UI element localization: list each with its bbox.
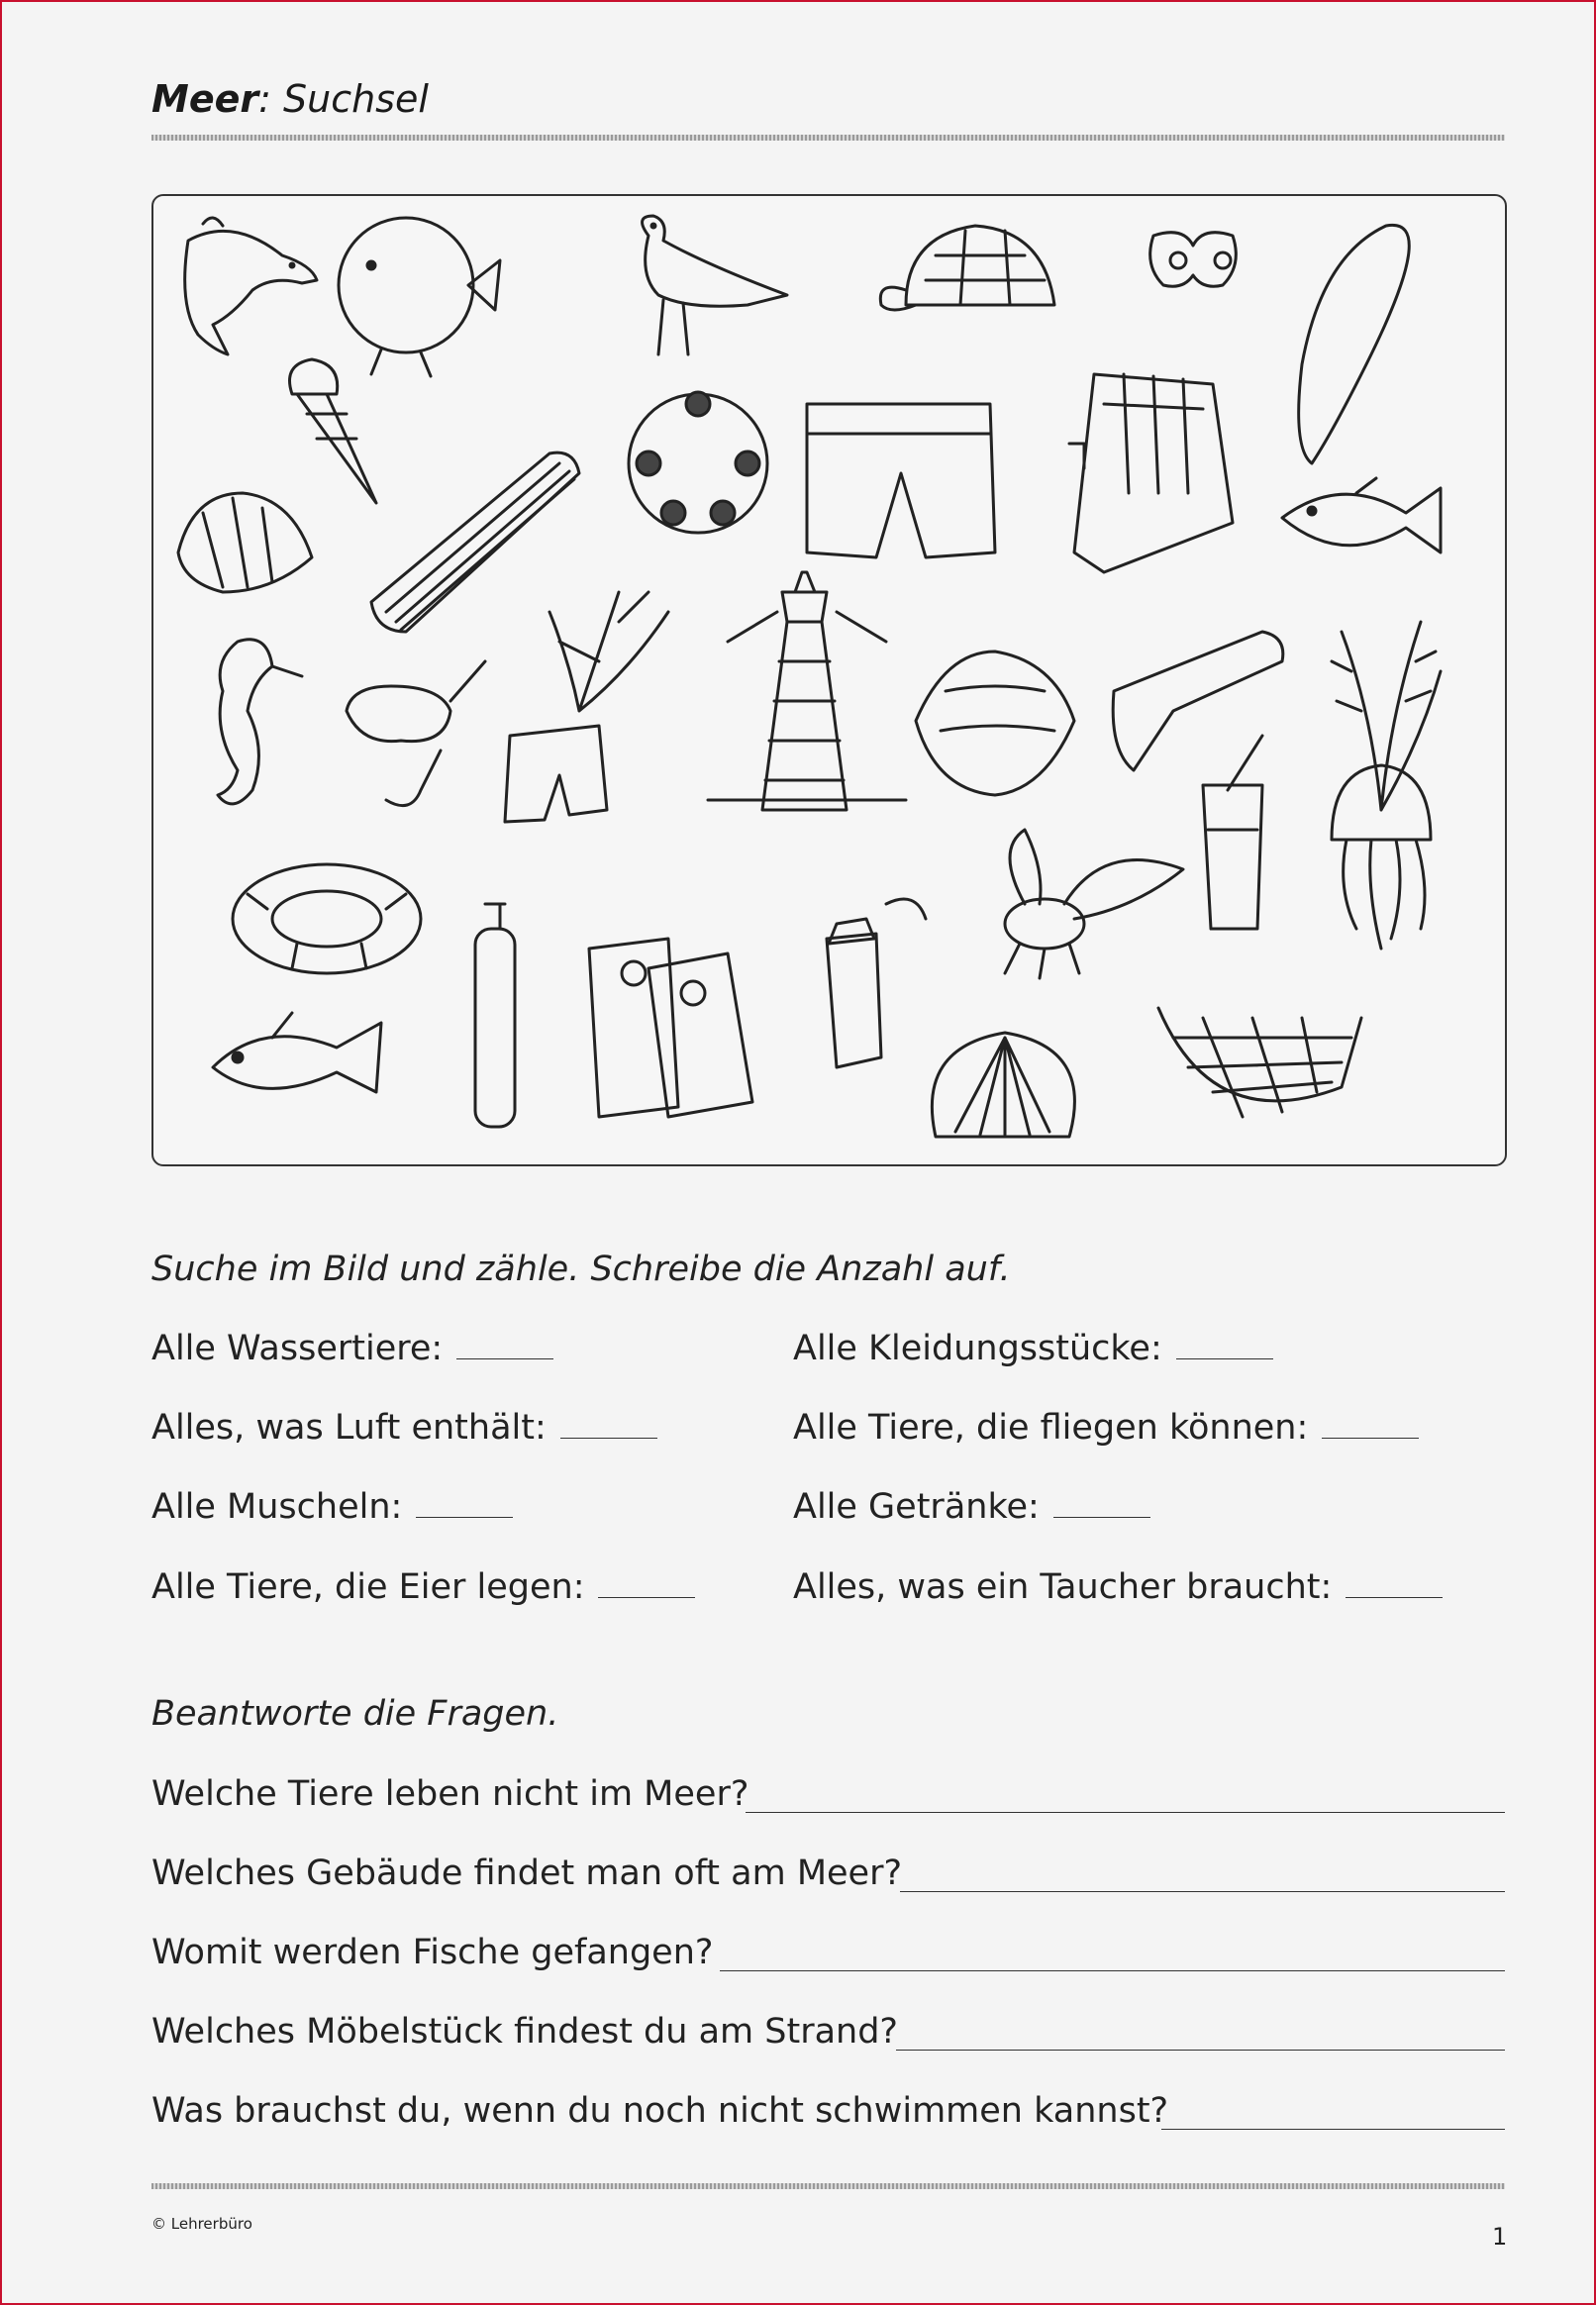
copyright-notice: © Lehrerbüro xyxy=(151,2215,252,2233)
goldfish-icon xyxy=(213,1013,381,1092)
count-row xyxy=(151,1487,513,1527)
jellyfish-icon xyxy=(1332,765,1431,949)
count-row xyxy=(151,1567,695,1607)
water-wings-icon xyxy=(589,939,752,1117)
task2-instruction: Beantworte die Fragen. xyxy=(151,1694,559,1734)
picture-search-image xyxy=(151,194,1507,1166)
beach-ball-icon xyxy=(629,392,767,533)
count-row xyxy=(793,1487,1150,1527)
count-label: Alle Wassertiere: xyxy=(151,1329,444,1368)
page-number: 1 xyxy=(1492,2223,1508,2251)
answer-blank[interactable] xyxy=(1176,1329,1273,1359)
bee-icon xyxy=(1005,830,1183,978)
answer-blank[interactable] xyxy=(1322,1408,1419,1439)
count-row xyxy=(151,1408,657,1448)
page-title xyxy=(151,77,429,121)
count-label: Alle Kleidungsstücke: xyxy=(793,1329,1162,1368)
count-row xyxy=(151,1329,553,1368)
question-label: Welche Tiere leben nicht im Meer? xyxy=(151,1774,749,1814)
count-row xyxy=(793,1567,1443,1607)
lighthouse-icon xyxy=(708,572,906,810)
answer-line[interactable] xyxy=(1161,2129,1505,2130)
question-label: Womit werden Fische gefangen? xyxy=(151,1933,714,1972)
drink-glass-icon xyxy=(1203,736,1262,929)
dolphin-icon xyxy=(185,218,317,354)
count-label: Alle Getränke: xyxy=(793,1487,1040,1527)
beach-chair-icon xyxy=(1069,374,1233,572)
answer-line[interactable] xyxy=(746,1812,1505,1813)
top-divider xyxy=(151,135,1505,141)
answer-blank[interactable] xyxy=(1053,1487,1150,1518)
clam-icon xyxy=(916,651,1074,795)
scallop-icon xyxy=(932,1033,1074,1137)
surfboard-icon xyxy=(1299,225,1410,463)
flipper-icon xyxy=(1113,632,1283,770)
fish-icon xyxy=(1282,478,1441,552)
answer-blank[interactable] xyxy=(560,1408,657,1439)
task1-instruction: Suche im Bild und zähle. Schreibe die Anzahl auf. xyxy=(151,1250,1011,1289)
oxygen-tank-icon xyxy=(475,904,515,1127)
answer-line[interactable] xyxy=(720,1970,1505,1971)
answer-line[interactable] xyxy=(896,2050,1505,2051)
answer-blank[interactable] xyxy=(1346,1567,1443,1598)
count-row xyxy=(793,1408,1419,1448)
swim-trunks-icon xyxy=(505,726,607,822)
title-rest: : Suchsel xyxy=(258,77,429,121)
water-bottle-icon xyxy=(827,899,926,1067)
seagull-icon xyxy=(643,216,787,354)
ice-cream-icon xyxy=(290,359,377,503)
snorkel-mask-icon xyxy=(347,661,485,806)
question-label: Welches Möbelstück findest du am Strand? xyxy=(151,2012,899,2052)
bikini-icon xyxy=(1150,233,1237,287)
seahorse-icon xyxy=(218,640,302,804)
answer-blank[interactable] xyxy=(456,1329,553,1359)
answer-line[interactable] xyxy=(900,1891,1505,1892)
count-label: Alle Tiere, die Eier legen: xyxy=(151,1567,585,1607)
air-mattress-icon xyxy=(371,452,579,632)
answer-blank[interactable] xyxy=(598,1567,695,1598)
count-label: Alles, was Luft enthält: xyxy=(151,1408,547,1448)
coral-icon xyxy=(549,592,668,711)
count-label: Alles, was ein Taucher braucht: xyxy=(793,1567,1333,1607)
count-label: Alle Tiere, die fliegen können: xyxy=(793,1408,1309,1448)
answer-blank[interactable] xyxy=(416,1487,513,1518)
count-label: Alle Muscheln: xyxy=(151,1487,403,1527)
question-label: Welches Gebäude findet man oft am Meer? xyxy=(151,1854,903,1893)
question-label: Was brauchst du, wenn du noch nicht schwimmen kannst? xyxy=(151,2091,1169,2131)
turtle-icon xyxy=(880,226,1054,310)
bottom-divider xyxy=(151,2183,1505,2189)
life-ring-icon xyxy=(233,864,421,973)
shorts-icon xyxy=(807,404,995,557)
shell-icon xyxy=(178,493,312,592)
fishing-net-icon xyxy=(1158,1008,1361,1117)
count-row xyxy=(793,1329,1273,1368)
pufferfish-icon xyxy=(339,218,500,376)
title-bold: Meer xyxy=(151,77,259,121)
